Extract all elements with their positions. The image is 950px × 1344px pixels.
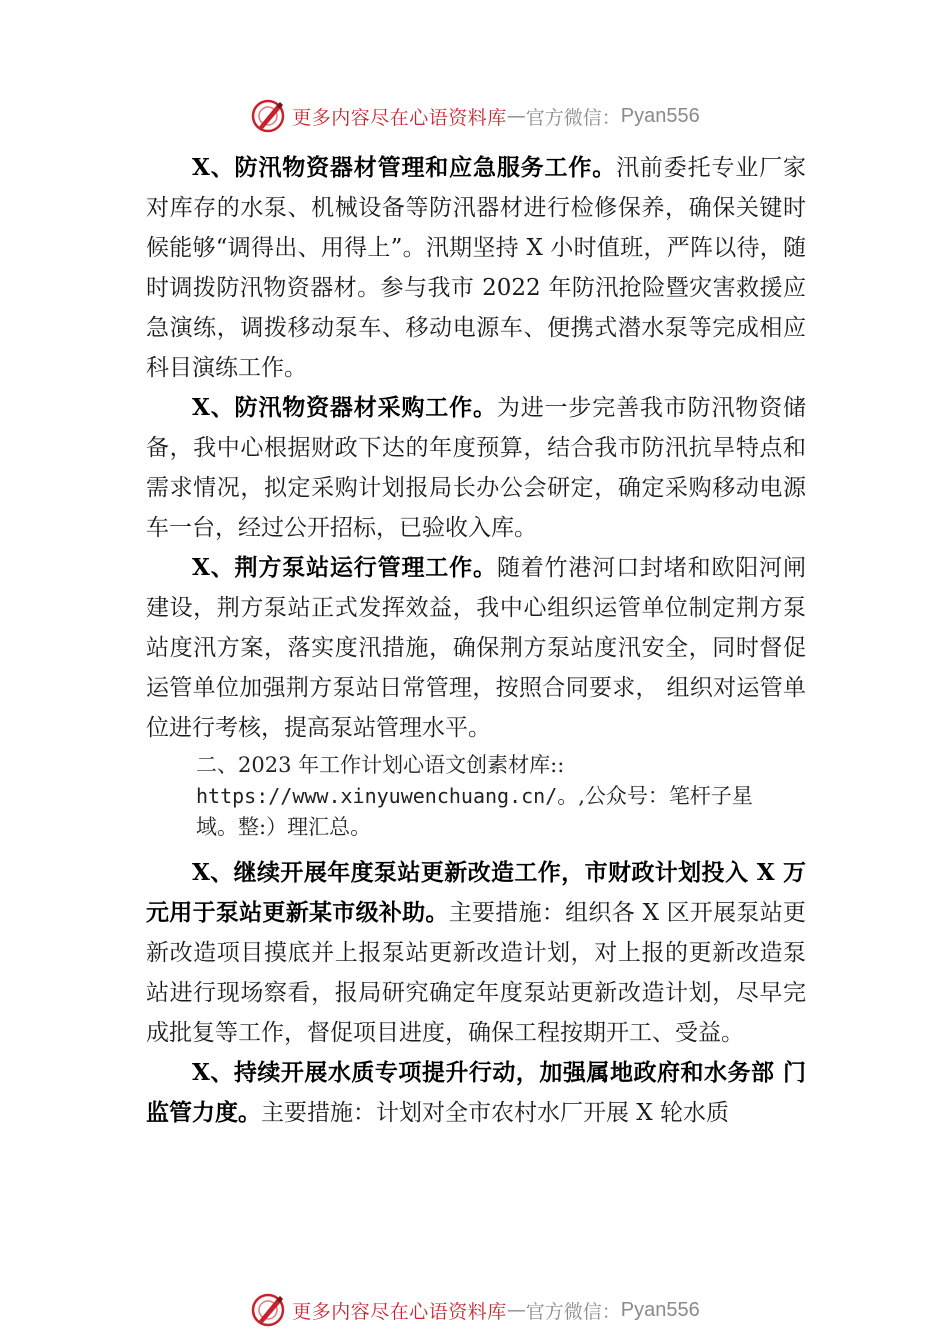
watermark-dash: — [506,1299,526,1321]
section-heading-line2 [196,781,876,812]
section-heading-2023-plan [146,750,876,843]
section-heading-line1: 二、2023 年工作计划心语文创素材库:: [196,753,565,777]
paragraph-heading: X、持续开展水质专项提升行动，加强属地政府和水务部 门监管力度。 [146,1059,806,1126]
paragraph-text: 主要措施：计划对全市农村水厂开展 X 轮水质 [261,1100,729,1126]
paragraph-heading: X、荆方泵站运行管理工作。 [192,554,497,581]
watermark-footer [0,1290,950,1330]
paragraph-text: 汛前委托专业厂家对库存的水泵、机械设备等防汛器材进行检修保养，确保关键时候能够“调得出、用得上”。汛期坚持 X 小时值班，严阵以待，随时调拨防汛物资器材。参与我市 2022 年防汛抢险暨灾害救援应急演练，调拨移动泵车、移动电源车、便携式潜水泵等完成相应科目演练工作。 [146,155,806,381]
section-heading-line3: 域。整:）理汇总。 [196,815,372,839]
paragraph-heading: X、继续开展年度泵站更新改造工作，市财政计划投入 X 万元用于泵站更新某市级补助。 [146,859,806,926]
paragraph-text: 随着竹港河口封堵和欧阳河闸建设，荆方泵站正式发挥效益，我中心组织运管单位制定荆方泵站度汛方案，落实度汛措施，确保荆方泵站度汛安全，同时督促运管单位加强荆方泵站日常管理，按照合同要求， 组织对运管单位进行考核，提高泵站管理水平。 [146,555,806,741]
paragraph-heading: X、防汛物资器材管理和应急服务工作。 [192,154,617,181]
paragraph-text: 为进一步完善我市防汛物资储备，我中心根据财政下达的年度预算，结合我市防汛抗旱特点和需求情况，拟定采购计划报局长办公会研定，确定采购移动电源车一台，经过公开招标，已验收入库。 [146,395,806,541]
paragraph-flood-materials-procurement [146,388,806,548]
paragraph-flood-materials-management [146,148,806,388]
paragraph-heading: X、防汛物资器材采购工作。 [192,394,497,421]
watermark-dash: — [506,105,526,127]
watermark-account: Pyan556 [620,1298,700,1321]
watermark-label: 官方微信： [525,1300,621,1323]
watermark-site-name: 更多内容尽在心语资料库 [292,1300,507,1323]
document-body [146,148,806,1133]
section-heading-line2-tail: 。,公众号：笔杆子星 [557,784,753,808]
paragraph-text: 主要措施：组织各 X 区开展泵站更新改造项目摸底并上报泵站更新改造计划，对上报的更新改造泵站进行现场察看，报局研究确定年度泵站更新改造计划，尽早完成批复等工作，督促项目进度，确保工程按期开工、受益。 [146,900,807,1046]
paragraph-water-quality-action [146,1053,806,1133]
watermark-site-name: 更多内容尽在心语资料库 [292,106,507,129]
pen-logo-icon [250,98,286,134]
watermark-label: 官方微信： [525,106,621,129]
watermark-header [0,96,950,136]
paragraph-pump-station-operation [146,548,806,748]
pen-logo-icon [250,1292,286,1328]
paragraph-pump-station-renovation [146,853,806,1053]
section-url-link[interactable]: https://www.xinyuwenchuang.cn/ [196,784,558,808]
watermark-account: Pyan556 [620,104,700,127]
